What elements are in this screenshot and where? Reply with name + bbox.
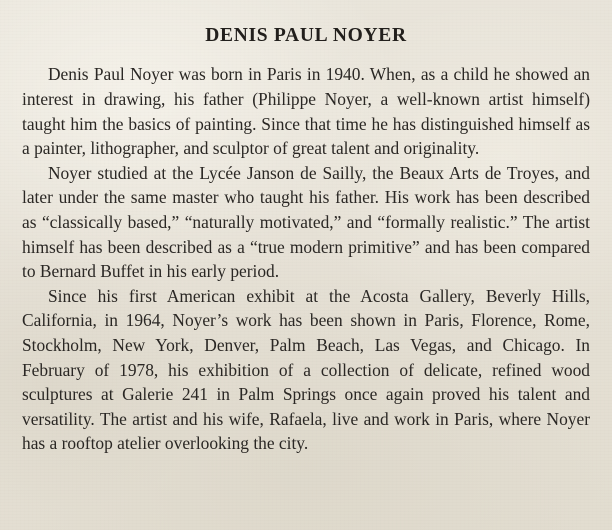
body-paragraph: Denis Paul Noyer was born in Paris in 1940. When, as a child he showed an interest in drawing, his father (Philippe Noyer, a well-known artist himself) taught him the basics of painting. Since that time he has distinguished himself as a painter, lithographer, and sculptor of great talent and originality. <box>22 64 590 159</box>
article-body <box>22 46 590 456</box>
body-paragraph: Noyer studied at the Lycée Janson de Sailly, the Beaux Arts de Troyes, and later under the same master who taught his father. His work has been described as “classically based,” “naturally motivated,” and “formally realistic.” The artist himself has been described as a “true modern primitive” and has been compared to Bernard Buffet in his early period. <box>22 162 590 282</box>
body-paragraph: Since his first American exhibit at the Acosta Gallery, Beverly Hills, California, in 1964, Noyer’s work has been shown in Paris, Florence, Rome, Stockholm, New York, Denver, Palm Beach, Las Vegas, and Chicago. In February of 1978, his exhibition of a collection of delicate, refined wood sculptures at Galerie 241 in Palm Springs once again proved his talent and versatility. The artist and his wife, Rafaela, live and work in Paris, where Noyer has a rooftop atelier overlooking the city. <box>22 285 590 454</box>
document-content <box>22 0 590 456</box>
page-title: DENIS PAUL NOYER <box>205 25 407 46</box>
